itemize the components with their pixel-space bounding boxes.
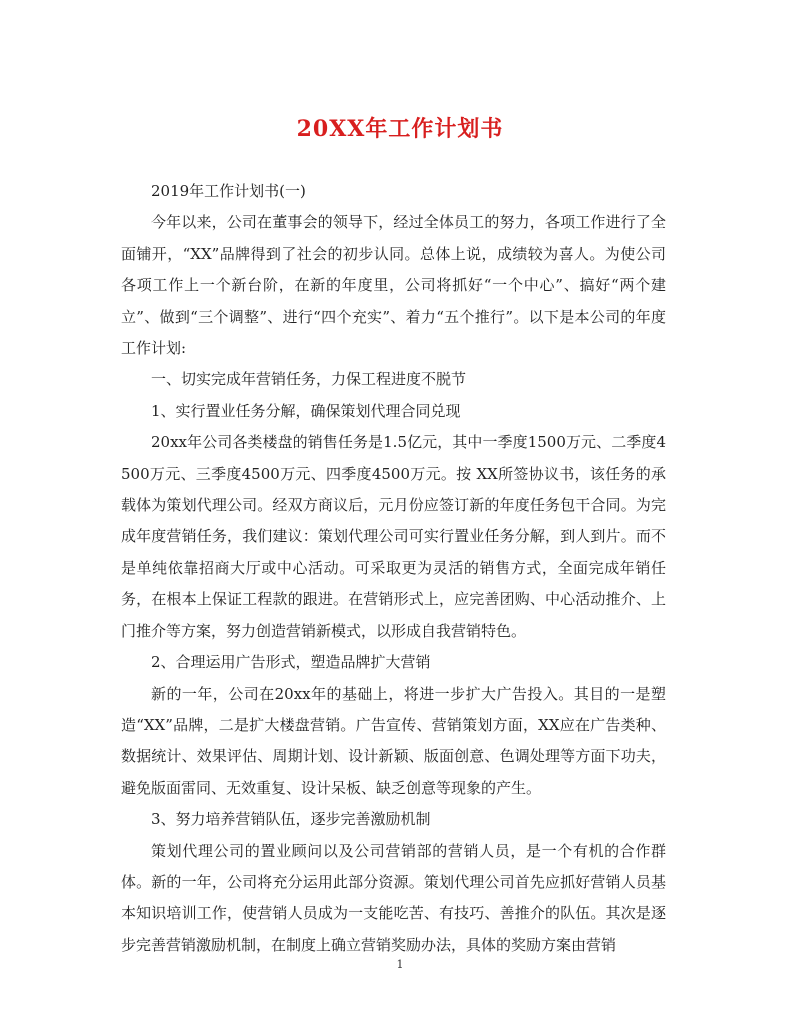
section-heading: 2019年工作计划书(一) xyxy=(151,182,306,200)
body-paragraph: 新的一年，公司在20xx年的基础上，将进一步扩大广告投入。其目的一是塑造“XX”品牌，二是扩大楼盘营销。广告宣传、营销策划方面，XX应在广告类种、数据统计、效果评估、周期计划、设计新颖、版面创意、色调处理等方面下功夫，避免版面雷同、无效重复、设计呆板、缺乏创意等现象的产生。 xyxy=(121,684,666,797)
subsection-heading: 2、合理运用广告形式，塑造品牌扩大营销 xyxy=(151,653,431,672)
page-number: 1 xyxy=(396,958,404,971)
body-paragraph: 策划代理公司的置业顾问以及公司营销部的营销人员，是一个有机的合作群体。新的一年，公司将充分运用此部分资源。策划代理公司首先应抓好营销人员基本知识培训工作，使营销人员成为一支能吃苦、有技巧、善推介的队伍。其次是逐步完善营销激励机制，在制度上确立营销奖励办法，具体的奖励方案由营销 xyxy=(121,841,666,954)
subsection-heading: 1、实行置业任务分解，确保策划代理合同兑现 xyxy=(151,401,461,420)
body-paragraph: 20xx年公司各类楼盘的销售任务是1.5亿元，其中一季度1500万元、二季度4500万元、三季度4500万元、四季度4500万元。按 XX所签协议书，该任务的承载体为策划代理公司。经双方商议后，元月份应签订新的年度任务包干合同。为完成年度营销任务，我们建议：策划代理公司可实行置业任务分解，到人到片。而不是单纯依靠招商大厅或中心活动。可采取更为灵活的销售方式，全面完成年销任务，在根本上保证工程款的跟进。在营销形式上，应完善团购、中心活动推介、上门推介等方案，努力创造营销新模式，以形成自我营销特色。 xyxy=(121,433,666,640)
intro-paragraph: 今年以来，公司在董事会的领导下，经过全体员工的努力，各项工作进行了全面铺开，“XX”品牌得到了社会的初步认同。总体上说，成绩较为喜人。为使公司各项工作上一个新台阶，在新的年度里，公司将抓好“一个中心”、搞好“两个建立”、做到“三个调整”、进行“四个充实”、着力“五个推行”。以下是本公司的年度工作计划: xyxy=(121,213,666,358)
document-title: 20XX年工作计划书 xyxy=(296,116,504,142)
subsection-heading: 3、努力培养营销队伍，逐步完善激励机制 xyxy=(151,810,431,829)
section-heading: 一、切实完成年营销任务，力保工程进度不脱节 xyxy=(151,370,467,389)
document-body xyxy=(121,176,666,961)
